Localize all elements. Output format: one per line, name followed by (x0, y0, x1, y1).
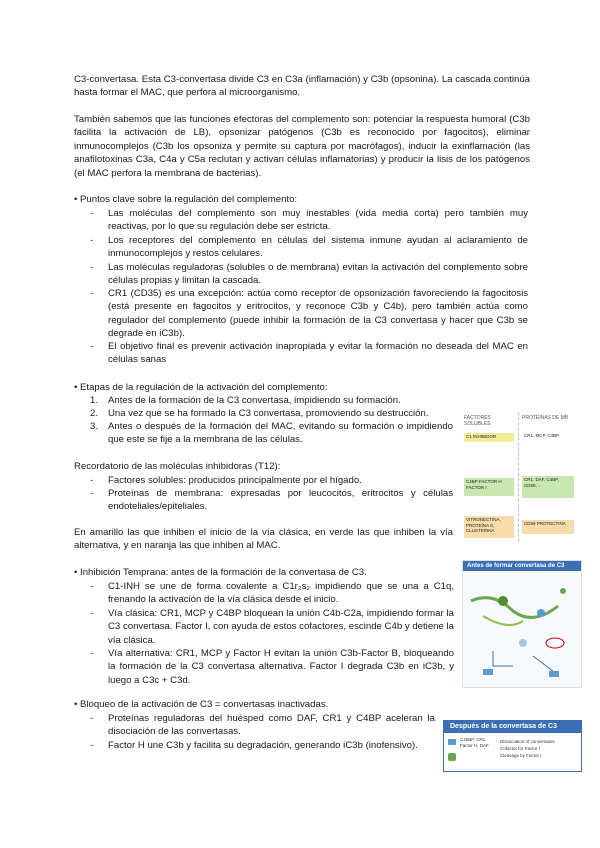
list-item: - C1-INH se une de forma covalente a C1r₂s₂ impidiendo que se una a C1q, frenando la activación de la vía clásica desde el inicio. (90, 581, 454, 606)
column-divider (518, 412, 519, 542)
row-green-right: CR1, DAF, C4BP, CD59, ... (522, 476, 574, 498)
row-orange-right: CD59 PROTECTINA (522, 520, 574, 534)
list-item: - Proteínas de membrana: expresadas por leucocitos, eritrocitos y células endoteliales/epiteliales. (90, 488, 453, 513)
row-orange-left: VITRONECTINA, PROTEÍNA S, CLUSTERINA (464, 516, 514, 538)
intro-paragraph: C3-convertasa. Esta C3-convertasa divide C3 en C3a (inflamación) y C3b (opsonina). La cascada continúa hasta formar el MAC, que perfora al microorganismo. (74, 74, 530, 99)
figure-title: Después de la convertasa de C3 (450, 723, 557, 730)
molecule-icon (448, 753, 456, 761)
list-item: - Factores solubles: producidos principalmente por el hígado. (90, 475, 362, 486)
figure-title: Antes de formar convertasa de C3 (467, 563, 565, 569)
regulator-label: C4bBP, CR1 Factor H, DAF (460, 737, 489, 748)
process-line: Dissociation of convertases (500, 739, 555, 744)
list-item: - Vía clásica: CR1, MCP y C4BP bloquean la unión C4b-C2a, impidiendo formar la C3 convertasa. Factor I, con ayuda de estos cofactores, escinde C4b y detiene la vía clásica. (90, 608, 454, 646)
row-yellow-left: C1 INHIBIDOR (464, 433, 514, 442)
column-label-solubles: FACTORES SOLUBLES (464, 415, 491, 427)
row-yellow-right: CR1, MCP, C4BP (522, 432, 574, 444)
list-item: - El objetivo final es prevenir activación inapropiada y evitar la formación no deseada del MAC en células sanas (90, 341, 528, 366)
column-label-membrana: PROTEÍNAS DE MB (522, 415, 569, 421)
list-item: - Proteínas reguladoras del huésped como DAF, CR1 y C4BP aceleran la disociación de las convertasas. (90, 713, 435, 738)
effector-functions-paragraph: También sabemos que las funciones efectoras del complemento son: potenciar la respuesta humoral (C3b facilita la activación de LB), opsonizar patógenos (C3b es reconocido por fagocitos), eliminar inmunocomplejos (C3b los opsoniza y permite su captura por macrófagos), inducir la exinflamación (las anafilotoxinas C3a, C4a y C5a reclutan y activan células inflamatorias) y producir la lisis de los patógenos (el MAC perfora la membrana de bacterias). (74, 114, 530, 179)
molecule-icon (448, 739, 456, 745)
before-convertase-figure (462, 560, 582, 688)
row-green-left: C4BP FACTOR H FACTOR I (464, 478, 514, 496)
section-heading-puntos: • Puntos clave sobre la regulación del complemento: (74, 194, 298, 205)
list-item: - CR1 (CD35) es una excepción: actúa como receptor de opsonización favoreciendo la fagocitosis (está presente en fagocitos y eritrocitos, y reconoce C3b y C4b), pero también actúa como regulador del complemento (puede inhibir la formación de la C3 convertasa y hacer que C3b se degrade en iC3b). (90, 288, 528, 340)
color-legend-paragraph: En amarillo las que inhiben el inicio de la vía clásica, en verde las que inhiben la vía alternativa, y en naranja las que inhiben al MAC. (74, 527, 453, 552)
after-convertase-figure (443, 720, 582, 772)
list-item: - Los receptores del complemento en células del sistema inmune ayudan al aclaramiento de inmunocomplejos y restos celulares. (90, 235, 528, 260)
section-heading-bloqueo: • Bloqueo de la activación de C3 = convertasas inactivadas. (74, 699, 329, 710)
section-heading-recordatorio: Recordatorio de las moléculas inhibidoras (T12): (74, 461, 281, 472)
list-item: - Las moléculas reguladoras (solubles o de membrana) evitan la activación del complemento sobre células propias y limitan la cascada. (90, 262, 528, 287)
numbered-item: 3. Antes o después de la formación del MAC, evitando su formación o impidiendo que este se fije a la membrana de las células. (90, 421, 453, 446)
process-line: Cofactor for Factor I (500, 746, 541, 751)
list-item: - Las moléculas del complemento son muy inestables (vida media corta) pero también muy reactivas, por lo que su regulación debe ser estricta. (90, 208, 528, 233)
section-heading-etapas: • Etapas de la regulación de la activación del complemento: (74, 382, 328, 393)
process-line: Cleavage by Factor I (500, 753, 542, 758)
section-heading-inhibicion: • Inhibición Temprana: antes de la formación de la convertasa de C3. (74, 567, 367, 578)
numbered-item: 2. Una vez que se ha formado la C3 convertasa, promoviendo su destrucción. (90, 408, 429, 419)
inhibitor-table-figure (462, 412, 580, 542)
pathway-diagram (463, 571, 581, 687)
numbered-item: 1. Antes de la formación de la C3 convertasa, impidiendo su formación. (90, 395, 401, 406)
list-item: - Vía alternativa: CR1, MCP y Factor H evitan la unión C3b-Factor B, bloqueando la formación de la C3 convertasa alternativa. Factor I degrada C3b en iC3b, y luego a C3c + C3d. (90, 648, 454, 686)
list-item: - Factor H une C3b y facilita su degradación, generando iC3b (inofensivo). (90, 740, 418, 751)
